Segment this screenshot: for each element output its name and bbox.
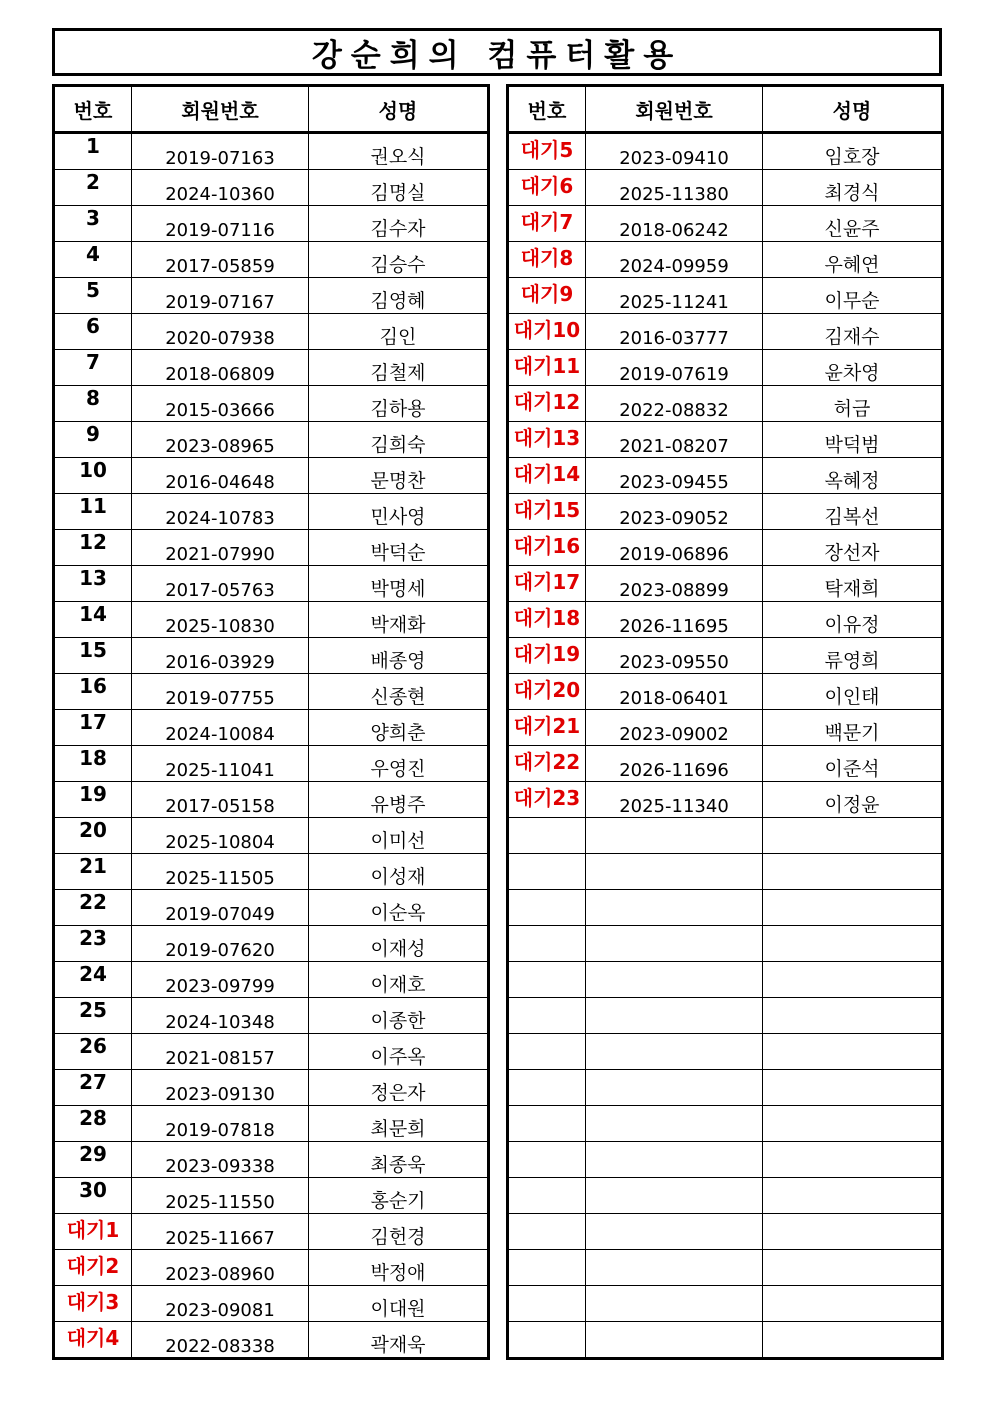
member-id-cell: 2019-07116 xyxy=(132,206,309,242)
member-id-cell: 2023-09455 xyxy=(586,458,763,494)
member-name-cell: 곽재욱 xyxy=(309,1322,489,1359)
table-row xyxy=(508,458,943,494)
member-id-cell: 2023-09052 xyxy=(586,494,763,530)
table-row xyxy=(508,998,943,1034)
member-name-cell xyxy=(763,1178,943,1214)
row-number-cell xyxy=(508,818,586,854)
member-name-cell: 옥혜정 xyxy=(763,458,943,494)
member-name-cell: 박덕범 xyxy=(763,422,943,458)
table-row xyxy=(508,1106,943,1142)
table-row xyxy=(54,530,489,566)
member-id-cell: 2023-09410 xyxy=(586,133,763,170)
row-number-cell: 5 xyxy=(54,278,132,314)
member-id-cell xyxy=(586,854,763,890)
member-name-cell: 김헌경 xyxy=(309,1214,489,1250)
row-number-cell xyxy=(508,1034,586,1070)
member-name-cell: 권오식 xyxy=(309,133,489,170)
table-row xyxy=(54,962,489,998)
table-row xyxy=(54,278,489,314)
member-id-cell xyxy=(586,962,763,998)
member-name-cell: 윤차영 xyxy=(763,350,943,386)
member-id-cell: 2015-03666 xyxy=(132,386,309,422)
table-row xyxy=(54,1142,489,1178)
table-row xyxy=(508,206,943,242)
table-row xyxy=(54,782,489,818)
member-id-cell: 2023-09338 xyxy=(132,1142,309,1178)
row-number-cell: 26 xyxy=(54,1034,132,1070)
table-row xyxy=(508,314,943,350)
row-number-cell xyxy=(508,1070,586,1106)
table-row xyxy=(54,422,489,458)
row-number-cell: 21 xyxy=(54,854,132,890)
member-name-cell: 최문희 xyxy=(309,1106,489,1142)
member-id-cell: 2019-07163 xyxy=(132,133,309,170)
row-number-cell: 대기4 xyxy=(54,1322,132,1359)
member-id-cell xyxy=(586,1286,763,1322)
row-number-cell: 대기1 xyxy=(54,1214,132,1250)
row-number-cell: 20 xyxy=(54,818,132,854)
row-number-cell: 6 xyxy=(54,314,132,350)
member-id-cell: 2023-09799 xyxy=(132,962,309,998)
row-number-cell: 29 xyxy=(54,1142,132,1178)
member-name-cell: 박명세 xyxy=(309,566,489,602)
table-row xyxy=(508,746,943,782)
member-name-cell: 이재호 xyxy=(309,962,489,998)
member-id-cell: 2021-07990 xyxy=(132,530,309,566)
table-row xyxy=(508,890,943,926)
member-name-cell xyxy=(763,926,943,962)
member-id-cell xyxy=(586,1214,763,1250)
member-id-cell xyxy=(586,1322,763,1359)
member-name-cell: 장선자 xyxy=(763,530,943,566)
table-row xyxy=(54,1322,489,1359)
member-name-cell: 김재수 xyxy=(763,314,943,350)
member-name-cell: 김희숙 xyxy=(309,422,489,458)
member-name-cell: 이주옥 xyxy=(309,1034,489,1070)
member-name-cell: 탁재희 xyxy=(763,566,943,602)
table-row xyxy=(508,962,943,998)
row-number-cell xyxy=(508,1322,586,1359)
row-number-cell: 9 xyxy=(54,422,132,458)
member-name-cell: 이순옥 xyxy=(309,890,489,926)
member-name-cell: 문명찬 xyxy=(309,458,489,494)
table-row xyxy=(54,602,489,638)
table-row xyxy=(54,1070,489,1106)
member-id-cell: 2023-09081 xyxy=(132,1286,309,1322)
member-name-cell: 이준석 xyxy=(763,746,943,782)
row-number-cell: 12 xyxy=(54,530,132,566)
member-id-cell: 2023-08965 xyxy=(132,422,309,458)
member-name-cell: 홍순기 xyxy=(309,1178,489,1214)
member-id-cell xyxy=(586,1034,763,1070)
row-number-cell xyxy=(508,1106,586,1142)
member-name-cell: 이재성 xyxy=(309,926,489,962)
table-row xyxy=(508,278,943,314)
table-row xyxy=(508,782,943,818)
table-row xyxy=(54,242,489,278)
table-row xyxy=(54,746,489,782)
row-number-cell xyxy=(508,1142,586,1178)
table-row xyxy=(54,386,489,422)
table-row xyxy=(54,1034,489,1070)
member-id-cell: 2026-11696 xyxy=(586,746,763,782)
member-name-cell: 이인태 xyxy=(763,674,943,710)
row-number-cell: 25 xyxy=(54,998,132,1034)
row-number-cell: 18 xyxy=(54,746,132,782)
member-id-cell xyxy=(586,1250,763,1286)
row-number-cell xyxy=(508,1286,586,1322)
row-number-cell: 1 xyxy=(54,133,132,170)
member-id-cell: 2025-10804 xyxy=(132,818,309,854)
table-row xyxy=(54,1286,489,1322)
table-row xyxy=(508,926,943,962)
table-row xyxy=(508,1322,943,1359)
table-row xyxy=(54,170,489,206)
member-id-cell xyxy=(586,1142,763,1178)
member-name-cell xyxy=(763,1322,943,1359)
table-row xyxy=(54,206,489,242)
table-row xyxy=(508,1286,943,1322)
row-number-cell: 17 xyxy=(54,710,132,746)
member-id-cell: 2022-08338 xyxy=(132,1322,309,1359)
row-number-cell: 대기16 xyxy=(508,530,586,566)
table-row xyxy=(508,133,943,170)
table-row xyxy=(54,1178,489,1214)
member-name-cell: 김수자 xyxy=(309,206,489,242)
member-id-cell xyxy=(586,890,763,926)
header-num: 번호 xyxy=(54,86,132,133)
member-name-cell: 김하용 xyxy=(309,386,489,422)
table-row xyxy=(508,1214,943,1250)
row-number-cell xyxy=(508,962,586,998)
member-name-cell: 최종욱 xyxy=(309,1142,489,1178)
header-row xyxy=(54,86,489,133)
member-id-cell: 2017-05158 xyxy=(132,782,309,818)
member-id-cell: 2024-10084 xyxy=(132,710,309,746)
member-id-cell: 2019-07818 xyxy=(132,1106,309,1142)
row-number-cell: 대기13 xyxy=(508,422,586,458)
member-id-cell: 2016-03929 xyxy=(132,638,309,674)
title-box xyxy=(52,28,942,76)
table-row xyxy=(508,170,943,206)
header-member-id: 회원번호 xyxy=(586,86,763,133)
row-number-cell: 대기21 xyxy=(508,710,586,746)
member-id-cell: 2019-07620 xyxy=(132,926,309,962)
row-number-cell: 2 xyxy=(54,170,132,206)
row-number-cell: 대기6 xyxy=(508,170,586,206)
member-id-cell: 2022-08832 xyxy=(586,386,763,422)
row-number-cell: 대기2 xyxy=(54,1250,132,1286)
member-name-cell: 박재화 xyxy=(309,602,489,638)
member-id-cell: 2024-10783 xyxy=(132,494,309,530)
row-number-cell: 28 xyxy=(54,1106,132,1142)
row-number-cell: 대기19 xyxy=(508,638,586,674)
roster-table-right xyxy=(506,84,944,1360)
row-number-cell xyxy=(508,890,586,926)
table-row xyxy=(508,710,943,746)
member-name-cell: 우영진 xyxy=(309,746,489,782)
member-id-cell: 2024-10348 xyxy=(132,998,309,1034)
row-number-cell: 대기8 xyxy=(508,242,586,278)
row-number-cell: 대기15 xyxy=(508,494,586,530)
table-row xyxy=(54,638,489,674)
member-name-cell: 이무순 xyxy=(763,278,943,314)
header-row xyxy=(508,86,943,133)
member-id-cell: 2020-07938 xyxy=(132,314,309,350)
member-name-cell: 임호장 xyxy=(763,133,943,170)
member-id-cell: 2019-07167 xyxy=(132,278,309,314)
member-id-cell: 2016-03777 xyxy=(586,314,763,350)
member-name-cell xyxy=(763,1034,943,1070)
row-number-cell: 대기17 xyxy=(508,566,586,602)
member-name-cell: 정은자 xyxy=(309,1070,489,1106)
member-name-cell: 김영혜 xyxy=(309,278,489,314)
member-name-cell xyxy=(763,890,943,926)
roster-table-left xyxy=(52,84,490,1360)
table-row xyxy=(54,314,489,350)
member-id-cell xyxy=(586,818,763,854)
table-row xyxy=(54,1214,489,1250)
row-number-cell: 대기7 xyxy=(508,206,586,242)
row-number-cell: 30 xyxy=(54,1178,132,1214)
table-row xyxy=(54,674,489,710)
row-number-cell: 대기10 xyxy=(508,314,586,350)
row-number-cell: 15 xyxy=(54,638,132,674)
row-number-cell: 11 xyxy=(54,494,132,530)
member-id-cell xyxy=(586,1178,763,1214)
member-name-cell: 김인 xyxy=(309,314,489,350)
table-row xyxy=(54,1106,489,1142)
row-number-cell: 대기22 xyxy=(508,746,586,782)
row-number-cell: 대기23 xyxy=(508,782,586,818)
member-id-cell: 2023-08899 xyxy=(586,566,763,602)
member-id-cell xyxy=(586,926,763,962)
member-id-cell: 2017-05763 xyxy=(132,566,309,602)
member-id-cell: 2025-11041 xyxy=(132,746,309,782)
row-number-cell: 19 xyxy=(54,782,132,818)
member-name-cell: 신종현 xyxy=(309,674,489,710)
member-id-cell: 2025-11241 xyxy=(586,278,763,314)
member-name-cell xyxy=(763,818,943,854)
table-row xyxy=(508,1250,943,1286)
row-number-cell: 14 xyxy=(54,602,132,638)
member-id-cell: 2021-08207 xyxy=(586,422,763,458)
member-id-cell: 2023-09130 xyxy=(132,1070,309,1106)
row-number-cell: 22 xyxy=(54,890,132,926)
member-name-cell: 양희춘 xyxy=(309,710,489,746)
member-id-cell: 2023-08960 xyxy=(132,1250,309,1286)
member-name-cell xyxy=(763,1142,943,1178)
table-row xyxy=(54,998,489,1034)
table-row xyxy=(508,350,943,386)
member-name-cell: 이종한 xyxy=(309,998,489,1034)
table-row xyxy=(508,1034,943,1070)
table-row xyxy=(508,602,943,638)
member-id-cell: 2025-11340 xyxy=(586,782,763,818)
table-row xyxy=(508,854,943,890)
member-name-cell: 최경식 xyxy=(763,170,943,206)
table-row xyxy=(508,818,943,854)
table-row xyxy=(508,530,943,566)
row-number-cell xyxy=(508,1214,586,1250)
member-id-cell: 2019-07619 xyxy=(586,350,763,386)
page-title: 강순희의 컴퓨터활용 xyxy=(311,37,683,74)
member-id-cell: 2019-07049 xyxy=(132,890,309,926)
member-name-cell xyxy=(763,1106,943,1142)
row-number-cell: 16 xyxy=(54,674,132,710)
row-number-cell xyxy=(508,854,586,890)
row-number-cell xyxy=(508,998,586,1034)
table-row xyxy=(508,1142,943,1178)
member-name-cell: 백문기 xyxy=(763,710,943,746)
member-id-cell: 2019-06896 xyxy=(586,530,763,566)
member-name-cell xyxy=(763,854,943,890)
member-id-cell: 2018-06242 xyxy=(586,206,763,242)
member-id-cell: 2018-06809 xyxy=(132,350,309,386)
member-name-cell: 김철제 xyxy=(309,350,489,386)
member-id-cell: 2019-07755 xyxy=(132,674,309,710)
member-name-cell xyxy=(763,1286,943,1322)
header-num: 번호 xyxy=(508,86,586,133)
table-row xyxy=(54,133,489,170)
member-id-cell: 2023-09550 xyxy=(586,638,763,674)
row-number-cell: 3 xyxy=(54,206,132,242)
table-row xyxy=(54,818,489,854)
member-id-cell: 2016-04648 xyxy=(132,458,309,494)
member-id-cell: 2021-08157 xyxy=(132,1034,309,1070)
row-number-cell: 대기5 xyxy=(508,133,586,170)
row-number-cell xyxy=(508,1250,586,1286)
member-name-cell: 박정애 xyxy=(309,1250,489,1286)
row-number-cell: 대기3 xyxy=(54,1286,132,1322)
member-id-cell xyxy=(586,1106,763,1142)
table-row xyxy=(508,386,943,422)
row-number-cell: 대기11 xyxy=(508,350,586,386)
row-number-cell xyxy=(508,1178,586,1214)
table-row xyxy=(54,926,489,962)
row-number-cell: 7 xyxy=(54,350,132,386)
member-name-cell xyxy=(763,998,943,1034)
table-row xyxy=(54,890,489,926)
table-row xyxy=(54,710,489,746)
member-name-cell: 허금 xyxy=(763,386,943,422)
member-id-cell: 2025-10830 xyxy=(132,602,309,638)
member-id-cell: 2024-09959 xyxy=(586,242,763,278)
member-name-cell xyxy=(763,962,943,998)
row-number-cell: 대기18 xyxy=(508,602,586,638)
table-row xyxy=(54,350,489,386)
member-id-cell: 2025-11380 xyxy=(586,170,763,206)
table-row xyxy=(508,674,943,710)
member-name-cell: 신윤주 xyxy=(763,206,943,242)
member-name-cell: 우혜연 xyxy=(763,242,943,278)
member-name-cell: 이미선 xyxy=(309,818,489,854)
table-row xyxy=(508,1178,943,1214)
row-number-cell: 13 xyxy=(54,566,132,602)
table-row xyxy=(508,494,943,530)
table-row xyxy=(54,458,489,494)
table-row xyxy=(508,242,943,278)
table-row xyxy=(54,854,489,890)
table-row xyxy=(54,566,489,602)
member-id-cell: 2018-06401 xyxy=(586,674,763,710)
table-row xyxy=(508,638,943,674)
member-id-cell xyxy=(586,998,763,1034)
member-name-cell: 김승수 xyxy=(309,242,489,278)
member-id-cell: 2025-11505 xyxy=(132,854,309,890)
header-member-id: 회원번호 xyxy=(132,86,309,133)
header-name: 성명 xyxy=(763,86,943,133)
member-name-cell: 이정윤 xyxy=(763,782,943,818)
member-id-cell: 2026-11695 xyxy=(586,602,763,638)
member-name-cell: 이유정 xyxy=(763,602,943,638)
member-id-cell: 2025-11550 xyxy=(132,1178,309,1214)
table-row xyxy=(508,566,943,602)
member-name-cell: 박덕순 xyxy=(309,530,489,566)
member-id-cell: 2023-09002 xyxy=(586,710,763,746)
table-row xyxy=(54,494,489,530)
table-row xyxy=(508,422,943,458)
row-number-cell: 8 xyxy=(54,386,132,422)
row-number-cell: 23 xyxy=(54,926,132,962)
member-name-cell: 배종영 xyxy=(309,638,489,674)
member-id-cell xyxy=(586,1070,763,1106)
member-name-cell: 이대원 xyxy=(309,1286,489,1322)
member-name-cell: 유병주 xyxy=(309,782,489,818)
member-name-cell: 이성재 xyxy=(309,854,489,890)
member-id-cell: 2017-05859 xyxy=(132,242,309,278)
row-number-cell: 대기9 xyxy=(508,278,586,314)
member-name-cell xyxy=(763,1070,943,1106)
table-row xyxy=(54,1250,489,1286)
row-number-cell: 24 xyxy=(54,962,132,998)
row-number-cell: 대기12 xyxy=(508,386,586,422)
member-name-cell: 김명실 xyxy=(309,170,489,206)
member-name-cell xyxy=(763,1250,943,1286)
row-number-cell: 27 xyxy=(54,1070,132,1106)
row-number-cell xyxy=(508,926,586,962)
header-name: 성명 xyxy=(309,86,489,133)
member-name-cell: 류영희 xyxy=(763,638,943,674)
member-name-cell: 김복선 xyxy=(763,494,943,530)
row-number-cell: 대기14 xyxy=(508,458,586,494)
row-number-cell: 대기20 xyxy=(508,674,586,710)
member-id-cell: 2024-10360 xyxy=(132,170,309,206)
row-number-cell: 10 xyxy=(54,458,132,494)
row-number-cell: 4 xyxy=(54,242,132,278)
member-name-cell xyxy=(763,1214,943,1250)
member-name-cell: 민사영 xyxy=(309,494,489,530)
member-id-cell: 2025-11667 xyxy=(132,1214,309,1250)
table-row xyxy=(508,1070,943,1106)
